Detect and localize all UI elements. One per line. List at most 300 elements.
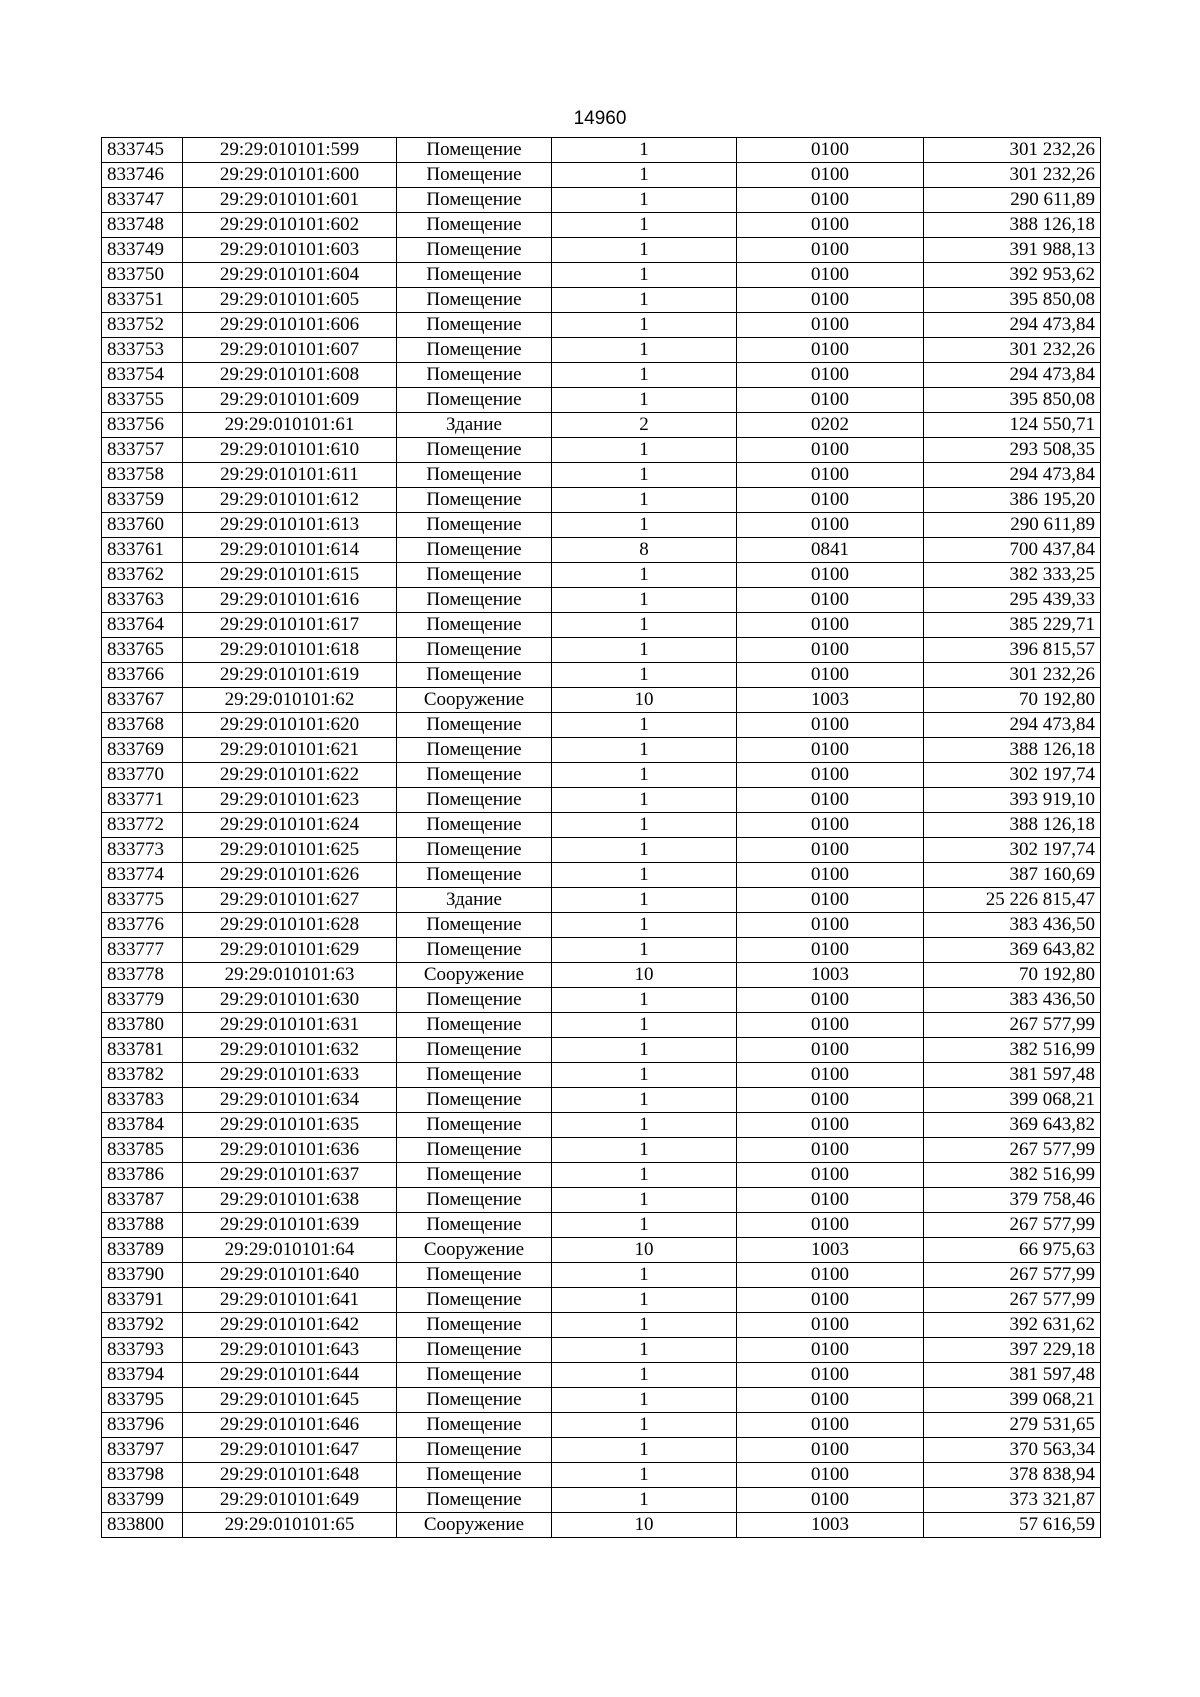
object-type-cell: Помещение bbox=[397, 588, 552, 613]
table-row bbox=[102, 1488, 1101, 1513]
table-row bbox=[102, 913, 1101, 938]
object-type-cell: Помещение bbox=[397, 1188, 552, 1213]
cadastral-number-cell: 29:29:010101:64 bbox=[183, 1238, 397, 1263]
row-number-cell: 833782 bbox=[102, 1063, 183, 1088]
row-number-cell: 833761 bbox=[102, 538, 183, 563]
registry-table-body bbox=[102, 138, 1101, 1538]
cadastral-value-cell: 295 439,33 bbox=[924, 588, 1101, 613]
group-cell: 1 bbox=[552, 238, 737, 263]
cadastral-number-cell: 29:29:010101:61 bbox=[183, 413, 397, 438]
row-number-cell: 833746 bbox=[102, 163, 183, 188]
object-type-cell: Помещение bbox=[397, 238, 552, 263]
object-type-cell: Помещение bbox=[397, 163, 552, 188]
row-number-cell: 833763 bbox=[102, 588, 183, 613]
cadastral-value-cell: 383 436,50 bbox=[924, 913, 1101, 938]
group-cell: 1 bbox=[552, 1163, 737, 1188]
cadastral-number-cell: 29:29:010101:599 bbox=[183, 138, 397, 163]
table-row bbox=[102, 1063, 1101, 1088]
object-type-cell: Сооружение bbox=[397, 1238, 552, 1263]
group-cell: 10 bbox=[552, 1513, 737, 1538]
cadastral-number-cell: 29:29:010101:618 bbox=[183, 638, 397, 663]
table-row bbox=[102, 813, 1101, 838]
cadastral-value-cell: 301 232,26 bbox=[924, 663, 1101, 688]
object-type-cell: Помещение bbox=[397, 1013, 552, 1038]
row-number-cell: 833775 bbox=[102, 888, 183, 913]
object-type-cell: Помещение bbox=[397, 713, 552, 738]
cadastral-value-cell: 293 508,35 bbox=[924, 438, 1101, 463]
cadastral-value-cell: 381 597,48 bbox=[924, 1363, 1101, 1388]
object-type-cell: Помещение bbox=[397, 388, 552, 413]
row-number-cell: 833748 bbox=[102, 213, 183, 238]
cadastral-number-cell: 29:29:010101:646 bbox=[183, 1413, 397, 1438]
object-type-cell: Помещение bbox=[397, 1463, 552, 1488]
table-row bbox=[102, 863, 1101, 888]
object-type-cell: Помещение bbox=[397, 663, 552, 688]
row-number-cell: 833764 bbox=[102, 613, 183, 638]
cadastral-number-cell: 29:29:010101:632 bbox=[183, 1038, 397, 1063]
cadastral-value-cell: 267 577,99 bbox=[924, 1263, 1101, 1288]
row-number-cell: 833783 bbox=[102, 1088, 183, 1113]
code-cell: 0100 bbox=[737, 888, 924, 913]
table-row bbox=[102, 1338, 1101, 1363]
cadastral-value-cell: 302 197,74 bbox=[924, 838, 1101, 863]
group-cell: 10 bbox=[552, 688, 737, 713]
group-cell: 1 bbox=[552, 663, 737, 688]
object-type-cell: Помещение bbox=[397, 738, 552, 763]
object-type-cell: Помещение bbox=[397, 863, 552, 888]
group-cell: 1 bbox=[552, 1263, 737, 1288]
code-cell: 0100 bbox=[737, 138, 924, 163]
cadastral-value-cell: 279 531,65 bbox=[924, 1413, 1101, 1438]
code-cell: 0100 bbox=[737, 1088, 924, 1113]
object-type-cell: Помещение bbox=[397, 313, 552, 338]
registry-table bbox=[101, 137, 1101, 1538]
code-cell: 0841 bbox=[737, 538, 924, 563]
group-cell: 1 bbox=[552, 1188, 737, 1213]
object-type-cell: Помещение bbox=[397, 788, 552, 813]
row-number-cell: 833760 bbox=[102, 513, 183, 538]
row-number-cell: 833771 bbox=[102, 788, 183, 813]
code-cell: 0100 bbox=[737, 1038, 924, 1063]
group-cell: 1 bbox=[552, 763, 737, 788]
group-cell: 1 bbox=[552, 913, 737, 938]
group-cell: 1 bbox=[552, 388, 737, 413]
code-cell: 0100 bbox=[737, 713, 924, 738]
code-cell: 0100 bbox=[737, 1013, 924, 1038]
row-number-cell: 833756 bbox=[102, 413, 183, 438]
cadastral-value-cell: 70 192,80 bbox=[924, 688, 1101, 713]
cadastral-number-cell: 29:29:010101:65 bbox=[183, 1513, 397, 1538]
cadastral-value-cell: 267 577,99 bbox=[924, 1288, 1101, 1313]
code-cell: 0100 bbox=[737, 638, 924, 663]
cadastral-number-cell: 29:29:010101:627 bbox=[183, 888, 397, 913]
row-number-cell: 833750 bbox=[102, 263, 183, 288]
code-cell: 0100 bbox=[737, 738, 924, 763]
object-type-cell: Помещение bbox=[397, 188, 552, 213]
code-cell: 0100 bbox=[737, 1413, 924, 1438]
row-number-cell: 833776 bbox=[102, 913, 183, 938]
cadastral-number-cell: 29:29:010101:638 bbox=[183, 1188, 397, 1213]
object-type-cell: Помещение bbox=[397, 513, 552, 538]
code-cell: 0100 bbox=[737, 1288, 924, 1313]
cadastral-value-cell: 397 229,18 bbox=[924, 1338, 1101, 1363]
table-row bbox=[102, 213, 1101, 238]
object-type-cell: Помещение bbox=[397, 813, 552, 838]
cadastral-number-cell: 29:29:010101:63 bbox=[183, 963, 397, 988]
group-cell: 1 bbox=[552, 613, 737, 638]
cadastral-value-cell: 57 616,59 bbox=[924, 1513, 1101, 1538]
code-cell: 0100 bbox=[737, 438, 924, 463]
table-row bbox=[102, 1138, 1101, 1163]
cadastral-number-cell: 29:29:010101:641 bbox=[183, 1288, 397, 1313]
cadastral-number-cell: 29:29:010101:642 bbox=[183, 1313, 397, 1338]
group-cell: 1 bbox=[552, 1138, 737, 1163]
row-number-cell: 833774 bbox=[102, 863, 183, 888]
cadastral-number-cell: 29:29:010101:636 bbox=[183, 1138, 397, 1163]
group-cell: 2 bbox=[552, 413, 737, 438]
cadastral-number-cell: 29:29:010101:637 bbox=[183, 1163, 397, 1188]
cadastral-number-cell: 29:29:010101:608 bbox=[183, 363, 397, 388]
table-row bbox=[102, 313, 1101, 338]
object-type-cell: Помещение bbox=[397, 1163, 552, 1188]
object-type-cell: Помещение bbox=[397, 1213, 552, 1238]
cadastral-value-cell: 399 068,21 bbox=[924, 1388, 1101, 1413]
cadastral-number-cell: 29:29:010101:611 bbox=[183, 463, 397, 488]
group-cell: 1 bbox=[552, 1288, 737, 1313]
row-number-cell: 833777 bbox=[102, 938, 183, 963]
cadastral-value-cell: 393 919,10 bbox=[924, 788, 1101, 813]
row-number-cell: 833773 bbox=[102, 838, 183, 863]
row-number-cell: 833752 bbox=[102, 313, 183, 338]
cadastral-number-cell: 29:29:010101:629 bbox=[183, 938, 397, 963]
table-row bbox=[102, 1038, 1101, 1063]
group-cell: 10 bbox=[552, 963, 737, 988]
cadastral-value-cell: 66 975,63 bbox=[924, 1238, 1101, 1263]
cadastral-value-cell: 392 631,62 bbox=[924, 1313, 1101, 1338]
cadastral-value-cell: 392 953,62 bbox=[924, 263, 1101, 288]
table-row bbox=[102, 1188, 1101, 1213]
table-row bbox=[102, 238, 1101, 263]
code-cell: 0100 bbox=[737, 213, 924, 238]
group-cell: 10 bbox=[552, 1238, 737, 1263]
row-number-cell: 833799 bbox=[102, 1488, 183, 1513]
table-row bbox=[102, 588, 1101, 613]
cadastral-value-cell: 387 160,69 bbox=[924, 863, 1101, 888]
row-number-cell: 833780 bbox=[102, 1013, 183, 1038]
cadastral-value-cell: 267 577,99 bbox=[924, 1013, 1101, 1038]
cadastral-number-cell: 29:29:010101:606 bbox=[183, 313, 397, 338]
group-cell: 1 bbox=[552, 1213, 737, 1238]
object-type-cell: Помещение bbox=[397, 538, 552, 563]
code-cell: 0100 bbox=[737, 1363, 924, 1388]
cadastral-number-cell: 29:29:010101:615 bbox=[183, 563, 397, 588]
code-cell: 0100 bbox=[737, 588, 924, 613]
table-row bbox=[102, 1313, 1101, 1338]
table-row bbox=[102, 738, 1101, 763]
group-cell: 1 bbox=[552, 788, 737, 813]
cadastral-number-cell: 29:29:010101:62 bbox=[183, 688, 397, 713]
code-cell: 0100 bbox=[737, 1488, 924, 1513]
group-cell: 1 bbox=[552, 638, 737, 663]
table-row bbox=[102, 463, 1101, 488]
table-row bbox=[102, 188, 1101, 213]
table-row bbox=[102, 688, 1101, 713]
row-number-cell: 833785 bbox=[102, 1138, 183, 1163]
group-cell: 1 bbox=[552, 563, 737, 588]
group-cell: 1 bbox=[552, 838, 737, 863]
table-row bbox=[102, 1413, 1101, 1438]
object-type-cell: Помещение bbox=[397, 638, 552, 663]
cadastral-value-cell: 369 643,82 bbox=[924, 1113, 1101, 1138]
cadastral-number-cell: 29:29:010101:605 bbox=[183, 288, 397, 313]
group-cell: 1 bbox=[552, 188, 737, 213]
object-type-cell: Помещение bbox=[397, 1313, 552, 1338]
code-cell: 0100 bbox=[737, 1163, 924, 1188]
code-cell: 0100 bbox=[737, 763, 924, 788]
row-number-cell: 833781 bbox=[102, 1038, 183, 1063]
cadastral-value-cell: 25 226 815,47 bbox=[924, 888, 1101, 913]
table-row bbox=[102, 1013, 1101, 1038]
table-row bbox=[102, 838, 1101, 863]
code-cell: 0100 bbox=[737, 1338, 924, 1363]
object-type-cell: Помещение bbox=[397, 988, 552, 1013]
row-number-cell: 833795 bbox=[102, 1388, 183, 1413]
code-cell: 1003 bbox=[737, 1238, 924, 1263]
code-cell: 0100 bbox=[737, 288, 924, 313]
table-row bbox=[102, 788, 1101, 813]
cadastral-value-cell: 370 563,34 bbox=[924, 1438, 1101, 1463]
cadastral-number-cell: 29:29:010101:645 bbox=[183, 1388, 397, 1413]
table-row bbox=[102, 488, 1101, 513]
cadastral-value-cell: 391 988,13 bbox=[924, 238, 1101, 263]
group-cell: 1 bbox=[552, 1038, 737, 1063]
group-cell: 1 bbox=[552, 888, 737, 913]
code-cell: 1003 bbox=[737, 963, 924, 988]
object-type-cell: Помещение bbox=[397, 463, 552, 488]
table-row bbox=[102, 613, 1101, 638]
cadastral-value-cell: 294 473,84 bbox=[924, 713, 1101, 738]
row-number-cell: 833759 bbox=[102, 488, 183, 513]
row-number-cell: 833757 bbox=[102, 438, 183, 463]
table-row bbox=[102, 938, 1101, 963]
table-row bbox=[102, 513, 1101, 538]
code-cell: 0100 bbox=[737, 1213, 924, 1238]
code-cell: 0100 bbox=[737, 863, 924, 888]
object-type-cell: Помещение bbox=[397, 613, 552, 638]
code-cell: 0100 bbox=[737, 1313, 924, 1338]
code-cell: 0100 bbox=[737, 563, 924, 588]
object-type-cell: Помещение bbox=[397, 1438, 552, 1463]
group-cell: 1 bbox=[552, 313, 737, 338]
code-cell: 0100 bbox=[737, 513, 924, 538]
cadastral-number-cell: 29:29:010101:648 bbox=[183, 1463, 397, 1488]
row-number-cell: 833778 bbox=[102, 963, 183, 988]
table-row bbox=[102, 1438, 1101, 1463]
object-type-cell: Помещение bbox=[397, 1088, 552, 1113]
group-cell: 1 bbox=[552, 938, 737, 963]
cadastral-number-cell: 29:29:010101:628 bbox=[183, 913, 397, 938]
code-cell: 0100 bbox=[737, 813, 924, 838]
cadastral-number-cell: 29:29:010101:640 bbox=[183, 1263, 397, 1288]
group-cell: 1 bbox=[552, 1388, 737, 1413]
table-row bbox=[102, 1463, 1101, 1488]
cadastral-number-cell: 29:29:010101:617 bbox=[183, 613, 397, 638]
table-row bbox=[102, 263, 1101, 288]
cadastral-value-cell: 381 597,48 bbox=[924, 1063, 1101, 1088]
code-cell: 0100 bbox=[737, 1463, 924, 1488]
cadastral-value-cell: 294 473,84 bbox=[924, 463, 1101, 488]
group-cell: 1 bbox=[552, 813, 737, 838]
row-number-cell: 833786 bbox=[102, 1163, 183, 1188]
cadastral-number-cell: 29:29:010101:626 bbox=[183, 863, 397, 888]
row-number-cell: 833767 bbox=[102, 688, 183, 713]
row-number-cell: 833790 bbox=[102, 1263, 183, 1288]
group-cell: 1 bbox=[552, 363, 737, 388]
cadastral-number-cell: 29:29:010101:613 bbox=[183, 513, 397, 538]
group-cell: 1 bbox=[552, 738, 737, 763]
row-number-cell: 833768 bbox=[102, 713, 183, 738]
group-cell: 1 bbox=[552, 1463, 737, 1488]
group-cell: 1 bbox=[552, 1063, 737, 1088]
cadastral-number-cell: 29:29:010101:603 bbox=[183, 238, 397, 263]
object-type-cell: Помещение bbox=[397, 938, 552, 963]
code-cell: 0100 bbox=[737, 163, 924, 188]
code-cell: 0100 bbox=[737, 1438, 924, 1463]
row-number-cell: 833779 bbox=[102, 988, 183, 1013]
group-cell: 1 bbox=[552, 1088, 737, 1113]
cadastral-number-cell: 29:29:010101:602 bbox=[183, 213, 397, 238]
group-cell: 1 bbox=[552, 263, 737, 288]
cadastral-number-cell: 29:29:010101:604 bbox=[183, 263, 397, 288]
code-cell: 0202 bbox=[737, 413, 924, 438]
cadastral-value-cell: 301 232,26 bbox=[924, 338, 1101, 363]
table-row bbox=[102, 963, 1101, 988]
object-type-cell: Помещение bbox=[397, 1038, 552, 1063]
cadastral-value-cell: 385 229,71 bbox=[924, 613, 1101, 638]
row-number-cell: 833765 bbox=[102, 638, 183, 663]
object-type-cell: Помещение bbox=[397, 1288, 552, 1313]
group-cell: 1 bbox=[552, 1013, 737, 1038]
table-row bbox=[102, 713, 1101, 738]
object-type-cell: Помещение bbox=[397, 263, 552, 288]
row-number-cell: 833798 bbox=[102, 1463, 183, 1488]
row-number-cell: 833794 bbox=[102, 1363, 183, 1388]
cadastral-number-cell: 29:29:010101:620 bbox=[183, 713, 397, 738]
code-cell: 0100 bbox=[737, 988, 924, 1013]
cadastral-number-cell: 29:29:010101:609 bbox=[183, 388, 397, 413]
cadastral-value-cell: 386 195,20 bbox=[924, 488, 1101, 513]
group-cell: 1 bbox=[552, 1413, 737, 1438]
cadastral-value-cell: 388 126,18 bbox=[924, 738, 1101, 763]
code-cell: 0100 bbox=[737, 838, 924, 863]
group-cell: 1 bbox=[552, 1313, 737, 1338]
cadastral-value-cell: 294 473,84 bbox=[924, 313, 1101, 338]
row-number-cell: 833788 bbox=[102, 1213, 183, 1238]
code-cell: 0100 bbox=[737, 363, 924, 388]
table-row bbox=[102, 1263, 1101, 1288]
row-number-cell: 833751 bbox=[102, 288, 183, 313]
object-type-cell: Помещение bbox=[397, 138, 552, 163]
cadastral-value-cell: 369 643,82 bbox=[924, 938, 1101, 963]
table-row bbox=[102, 988, 1101, 1013]
cadastral-value-cell: 395 850,08 bbox=[924, 388, 1101, 413]
code-cell: 0100 bbox=[737, 388, 924, 413]
table-row bbox=[102, 1088, 1101, 1113]
cadastral-value-cell: 395 850,08 bbox=[924, 288, 1101, 313]
table-row bbox=[102, 663, 1101, 688]
code-cell: 0100 bbox=[737, 263, 924, 288]
object-type-cell: Помещение bbox=[397, 213, 552, 238]
group-cell: 1 bbox=[552, 288, 737, 313]
code-cell: 0100 bbox=[737, 238, 924, 263]
code-cell: 0100 bbox=[737, 488, 924, 513]
code-cell: 0100 bbox=[737, 1188, 924, 1213]
cadastral-value-cell: 379 758,46 bbox=[924, 1188, 1101, 1213]
code-cell: 0100 bbox=[737, 913, 924, 938]
object-type-cell: Помещение bbox=[397, 1138, 552, 1163]
group-cell: 1 bbox=[552, 438, 737, 463]
object-type-cell: Помещение bbox=[397, 338, 552, 363]
code-cell: 0100 bbox=[737, 1263, 924, 1288]
group-cell: 8 bbox=[552, 538, 737, 563]
cadastral-value-cell: 373 321,87 bbox=[924, 1488, 1101, 1513]
cadastral-number-cell: 29:29:010101:610 bbox=[183, 438, 397, 463]
cadastral-value-cell: 700 437,84 bbox=[924, 538, 1101, 563]
cadastral-number-cell: 29:29:010101:649 bbox=[183, 1488, 397, 1513]
page-number: 14960 bbox=[573, 108, 627, 129]
table-row bbox=[102, 288, 1101, 313]
object-type-cell: Помещение bbox=[397, 438, 552, 463]
code-cell: 0100 bbox=[737, 338, 924, 363]
object-type-cell: Здание bbox=[397, 888, 552, 913]
cadastral-number-cell: 29:29:010101:634 bbox=[183, 1088, 397, 1113]
object-type-cell: Помещение bbox=[397, 488, 552, 513]
cadastral-number-cell: 29:29:010101:633 bbox=[183, 1063, 397, 1088]
group-cell: 1 bbox=[552, 138, 737, 163]
table-row bbox=[102, 388, 1101, 413]
cadastral-value-cell: 382 333,25 bbox=[924, 563, 1101, 588]
row-number-cell: 833754 bbox=[102, 363, 183, 388]
group-cell: 1 bbox=[552, 1338, 737, 1363]
cadastral-number-cell: 29:29:010101:635 bbox=[183, 1113, 397, 1138]
row-number-cell: 833758 bbox=[102, 463, 183, 488]
table-row bbox=[102, 1213, 1101, 1238]
table-row bbox=[102, 763, 1101, 788]
group-cell: 1 bbox=[552, 588, 737, 613]
cadastral-value-cell: 382 516,99 bbox=[924, 1163, 1101, 1188]
row-number-cell: 833747 bbox=[102, 188, 183, 213]
row-number-cell: 833769 bbox=[102, 738, 183, 763]
code-cell: 0100 bbox=[737, 613, 924, 638]
object-type-cell: Помещение bbox=[397, 1363, 552, 1388]
cadastral-number-cell: 29:29:010101:612 bbox=[183, 488, 397, 513]
cadastral-value-cell: 290 611,89 bbox=[924, 513, 1101, 538]
table-row bbox=[102, 538, 1101, 563]
object-type-cell: Помещение bbox=[397, 288, 552, 313]
cadastral-value-cell: 301 232,26 bbox=[924, 163, 1101, 188]
cadastral-number-cell: 29:29:010101:607 bbox=[183, 338, 397, 363]
cadastral-value-cell: 399 068,21 bbox=[924, 1088, 1101, 1113]
cadastral-value-cell: 290 611,89 bbox=[924, 188, 1101, 213]
code-cell: 1003 bbox=[737, 1513, 924, 1538]
row-number-cell: 833755 bbox=[102, 388, 183, 413]
object-type-cell: Сооружение bbox=[397, 1513, 552, 1538]
object-type-cell: Помещение bbox=[397, 763, 552, 788]
group-cell: 1 bbox=[552, 1438, 737, 1463]
object-type-cell: Помещение bbox=[397, 563, 552, 588]
cadastral-number-cell: 29:29:010101:616 bbox=[183, 588, 397, 613]
cadastral-number-cell: 29:29:010101:643 bbox=[183, 1338, 397, 1363]
